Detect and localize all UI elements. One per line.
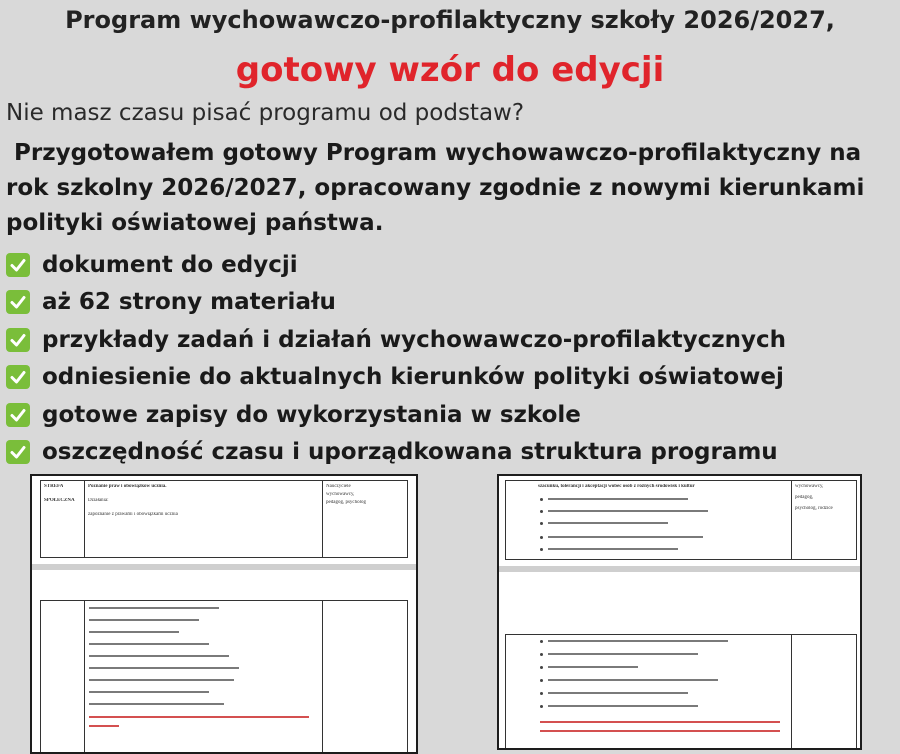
feature-item — [6, 396, 786, 434]
check-mark-icon — [6, 253, 30, 277]
preview-cell-text: STREFA — [44, 484, 64, 489]
feature-item — [6, 434, 786, 472]
preview-cell-text: pedagog, psycholog — [326, 500, 366, 505]
check-mark-icon — [6, 290, 30, 314]
page-title: Program wychowawczo-profilaktyczny szkoły 2026/2027, — [65, 6, 835, 34]
preview-cell-text: szacunku, tolerancji i akceptacji wobec osób z różnych środowisk i kultur — [538, 484, 695, 489]
check-mark-icon — [6, 365, 30, 389]
description-line: polityki oświatowej państwa. — [6, 210, 384, 236]
lead-question: Nie masz czasu pisać programu od podstaw? — [6, 100, 525, 126]
preview-table-bottom — [40, 600, 408, 754]
feature-item — [6, 359, 786, 397]
check-mark-icon — [6, 440, 30, 464]
preview-cell-text: zapoznanie z prawami i obowiązkami ucznia — [88, 512, 178, 517]
description-line: rok szkolny 2026/2027, opracowany zgodnie z nowymi kierunkami — [6, 175, 865, 201]
feature-text: dokument do edycji — [42, 251, 298, 278]
page-subtitle: gotowy wzór do edycji — [235, 50, 665, 90]
feature-text: oszczędność czasu i uporządkowana struktura programu — [42, 439, 778, 466]
preview-table-top — [505, 480, 857, 560]
page-break — [499, 566, 860, 572]
preview-cell-text: Działania: — [88, 498, 109, 503]
description-line: Przygotowałem gotowy Program wychowawczo-profilaktyczny na — [6, 140, 862, 166]
check-mark-icon — [6, 328, 30, 352]
feature-text: aż 62 strony materiału — [42, 289, 336, 316]
feature-item — [6, 246, 786, 284]
preview-cell-text: SPOŁECZNA — [44, 498, 75, 503]
feature-text: przykłady zadań i działań wychowawczo-profilaktycznych — [42, 326, 787, 353]
preview-table-bottom — [505, 634, 857, 750]
feature-text: odniesienie do aktualnych kierunków polityki oświatowej — [42, 364, 784, 391]
feature-text: gotowe zapisy do wykorzystania w szkole — [42, 401, 581, 428]
feature-item — [6, 284, 786, 322]
preview-table-top — [40, 480, 408, 558]
preview-cell-text: Poznanie praw i obowiązków ucznia. — [88, 484, 167, 489]
preview-cell-text: psycholog, rodzice — [795, 506, 833, 511]
feature-item — [6, 321, 786, 359]
preview-cell-text: Nauczyciele — [326, 484, 351, 489]
document-preview-left — [30, 474, 418, 754]
preview-cell-text: wychowawcy, — [795, 484, 824, 489]
check-mark-icon — [6, 403, 30, 427]
feature-list — [6, 246, 786, 471]
preview-cell-text: wychowawcy, — [326, 492, 355, 497]
document-preview-right — [497, 474, 862, 750]
preview-cell-text: pedagog, — [795, 495, 814, 500]
description-paragraph — [6, 136, 886, 241]
page-break — [32, 564, 416, 570]
